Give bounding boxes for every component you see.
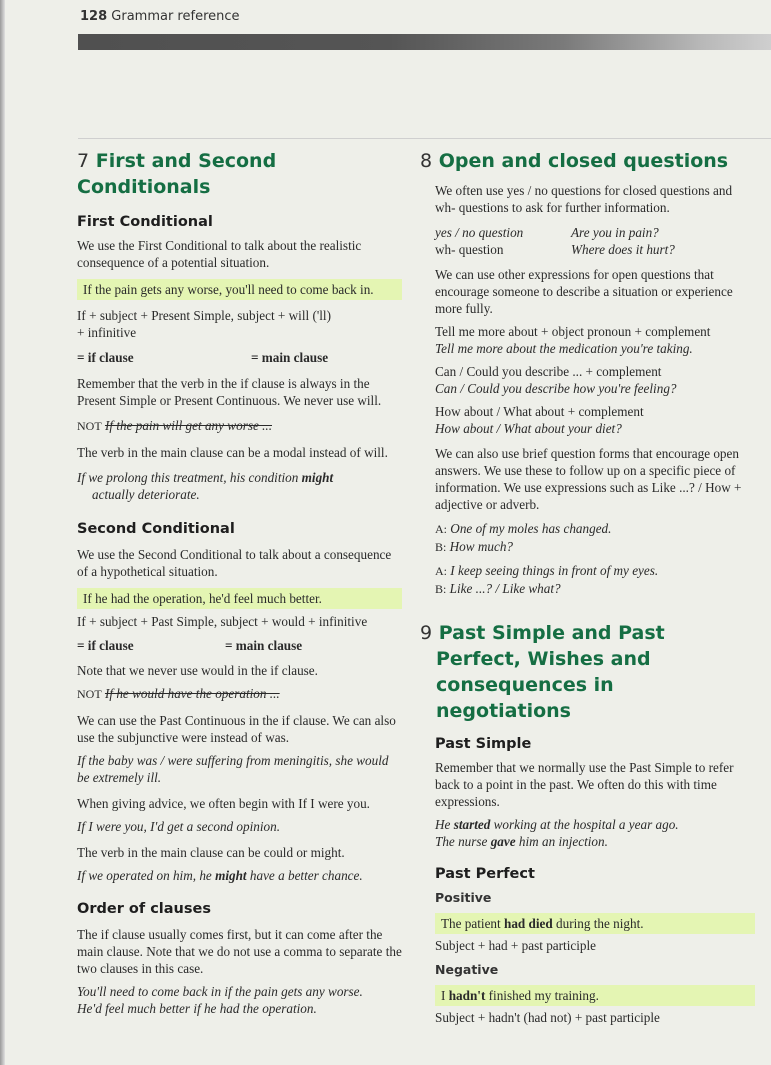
tell-me-example: Tell me more about the medication you're taking.: [435, 341, 693, 356]
first-example: If the pain gets any worse, you'll need to come back in.: [77, 279, 402, 300]
second-form: If + subject + Past Simple, subject + would + infinitive: [77, 614, 368, 629]
running-header: 128 Grammar reference: [80, 9, 240, 24]
questions-intro: We often use yes / no questions for closed questions and wh- questions to ask for further information.: [435, 183, 733, 215]
advice-example: If I were you, I'd get a second opinion.: [77, 819, 281, 834]
negative-example: I hadn't finished my training.: [435, 985, 755, 1006]
could-example: If we operated on him, he might have a better chance.: [77, 868, 363, 883]
positive-form: Subject + had + past participle: [435, 938, 596, 953]
first-intro: We use the First Conditional to talk about the realistic consequence of a potential situation.: [77, 238, 362, 270]
second-equation: = if clause = main clause: [77, 638, 303, 653]
section-divider: [78, 138, 771, 139]
past-perfect-heading: Past Perfect: [435, 866, 535, 882]
past-simple-heading: Past Simple: [435, 736, 532, 752]
modal-example: If we prolong this treatment, his condition might actually deteriorate.: [77, 470, 334, 502]
how-about-form: How about / What about + complement: [435, 404, 644, 419]
tell-me-form: Tell me more about + object pronoun + complement: [435, 324, 711, 339]
modal-note: The verb in the main clause can be a modal instead of will.: [77, 445, 388, 460]
past-simple-example-2: The nurse gave him an injection.: [435, 834, 608, 849]
first-equation: = if clause = main clause: [77, 350, 329, 365]
first-not: NOT If the pain will get any worse ...: [77, 418, 272, 433]
how-about-example: How about / What about your diet?: [435, 421, 622, 436]
question-type-row-2: wh- question Where does it hurt?: [435, 242, 675, 257]
order-heading: Order of clauses: [77, 901, 211, 917]
continuous-example: If the baby was / were suffering from meningitis, she would be extremely ill.: [77, 753, 389, 785]
header-bar: [78, 34, 771, 50]
negative-form: Subject + hadn't (had not) + past participle: [435, 1010, 660, 1025]
question-type-row-1: yes / no question Are you in pain?: [435, 225, 659, 240]
brief-forms-note: We can also use brief question forms that encourage open answers. We use these to follow up on a specific piece of information. We use expressions such as Like ...? / How + adjective or adverb.: [435, 446, 742, 512]
second-example: If he had the operation, he'd feel much better.: [77, 588, 402, 609]
left-column: [77, 148, 402, 1017]
section-8-heading: 8 Open and closed questions: [420, 150, 729, 172]
dialogue-1-a: A: One of my moles has changed.: [435, 521, 612, 536]
order-example-2: He'd feel much better if he had the operation.: [77, 1001, 317, 1016]
open-questions-note: We can use other expressions for open questions that encourage someone to describe a situation or experience more fully.: [435, 267, 733, 316]
order-text: The if clause usually comes first, but it can come after the main clause. Note that we do not use a comma to separate the two clauses in this case.: [77, 927, 402, 976]
first-conditional-heading: First Conditional: [77, 214, 213, 230]
first-note: Remember that the verb in the if clause is always in the Present Simple or Present Continuous. We never use will.: [77, 376, 382, 408]
second-conditional-heading: Second Conditional: [77, 521, 235, 537]
second-intro: We use the Second Conditional to talk about a consequence of a hypothetical situation.: [77, 547, 392, 579]
section-9-heading: 9 Past Simple and Past Perfect, Wishes and consequences in negotiations: [420, 622, 665, 722]
negative-label: Negative: [435, 962, 499, 977]
first-form: If + subject + Present Simple, subject + will ('ll) + infinitive: [77, 308, 331, 340]
advice-note: When giving advice, we often begin with If I were you.: [77, 796, 370, 811]
second-not: NOT If he would have the operation ...: [77, 686, 280, 701]
past-simple-example-1: He started working at the hospital a year ago.: [435, 817, 679, 832]
second-never: Note that we never use would in the if clause.: [77, 663, 318, 678]
dialogue-2-b: B: Like ...? / Like what?: [435, 581, 561, 596]
order-example-1: You'll need to come back in if the pain gets any worse.: [77, 984, 363, 999]
dialogue-2-a: A: I keep seeing things in front of my eyes.: [435, 563, 659, 578]
positive-label: Positive: [435, 890, 492, 905]
positive-example: The patient had died during the night.: [435, 913, 755, 934]
right-column: [420, 148, 755, 1026]
describe-form: Can / Could you describe ... + complement: [435, 364, 662, 379]
describe-example: Can / Could you describe how you're feeling?: [435, 381, 677, 396]
continuous-note: We can use the Past Continuous in the if clause. We can also use the subjunctive were instead of was.: [77, 713, 396, 745]
could-note: The verb in the main clause can be could or might.: [77, 845, 345, 860]
dialogue-1-b: B: How much?: [435, 539, 514, 554]
book-spine-shadow: [0, 0, 5, 1065]
section-7-heading: 7 First and Second Conditionals: [77, 150, 277, 198]
past-simple-text: Remember that we normally use the Past Simple to refer back to a point in the past. We often do this with time expressions.: [435, 760, 734, 809]
